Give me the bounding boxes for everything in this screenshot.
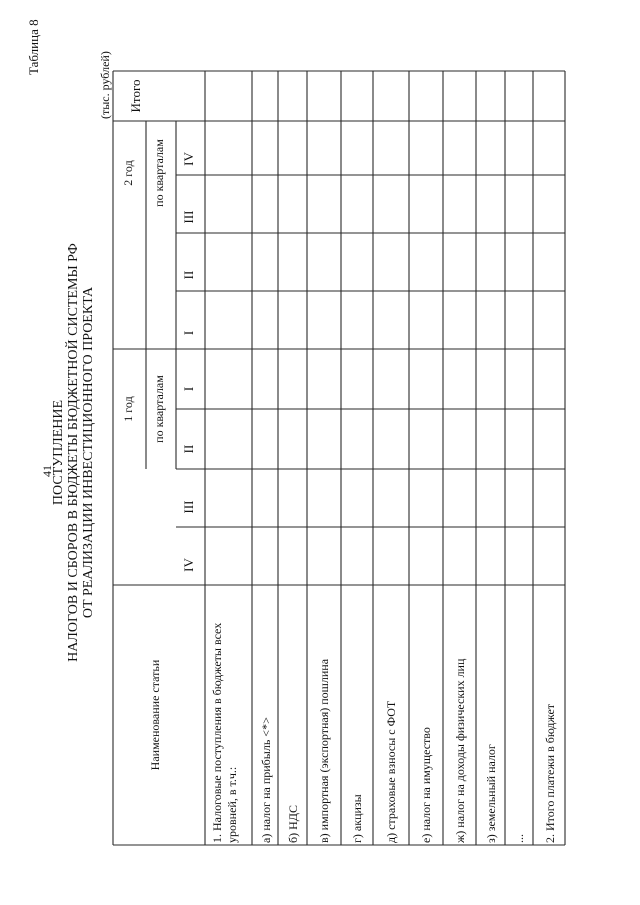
quarter-1-year-2: I [181,330,196,336]
quarter-2-year-2: II [181,270,196,280]
header-by-quarters-1: по кварталам [152,375,166,443]
quarter-2-year-1: II [181,444,196,454]
row-label-excises: г) акцизы [350,794,364,843]
quarter-1-year-1: I [181,386,196,392]
quarter-4-year-2: IV [181,152,196,166]
row-label-profit-tax: а) налог на прибыль <*> [259,717,273,843]
quarter-3-year-2: III [181,210,196,224]
header-year-1: 1 год [121,396,135,422]
page-number: 41 [40,465,54,477]
title-line-2: НАЛОГОВ И СБОРОВ В БЮДЖЕТЫ БЮДЖЕТНОЙ СИСТЕМЫ РФ [66,243,81,662]
row-label-customs-duty: в) импортная (экспортная) пошлина [317,658,331,843]
table-label: Таблица 8 [26,19,41,75]
row-label-total-payments: 2. Итого платежи в бюджет [543,703,557,843]
row-label-land-tax: з) земельный налог [484,744,498,843]
header-by-quarters-2: по кварталам [152,139,166,207]
title-line-1: ПОСТУПЛЕНИЕ [51,399,66,506]
row-label-personal-income-tax: ж) налог на доходы физических лиц [453,658,467,843]
title-line-3: ОТ РЕАЛИЗАЦИИ ИНВЕСТИЦИОННОГО ПРОЕКТА [81,286,96,619]
header-total: Итого [128,79,143,113]
units-note: (тыс. рублей) [98,51,112,119]
row-label-vat: б) НДС [286,805,300,843]
row-label-insurance-contributions: д) страховые взносы с ФОТ [384,700,398,843]
row-label-property-tax: е) налог на имущество [419,727,433,843]
row-label-ellipsis: ... [512,834,526,843]
header-name: Наименование статьи [148,659,162,771]
row-label-tax-revenues: 1. Налоговые поступления в бюджеты всех уровней, в т.ч.: [210,622,239,843]
quarter-3-year-1: III [181,500,196,514]
header-year-2: 2 год [121,160,135,186]
quarter-4-year-1: IV [181,558,196,572]
